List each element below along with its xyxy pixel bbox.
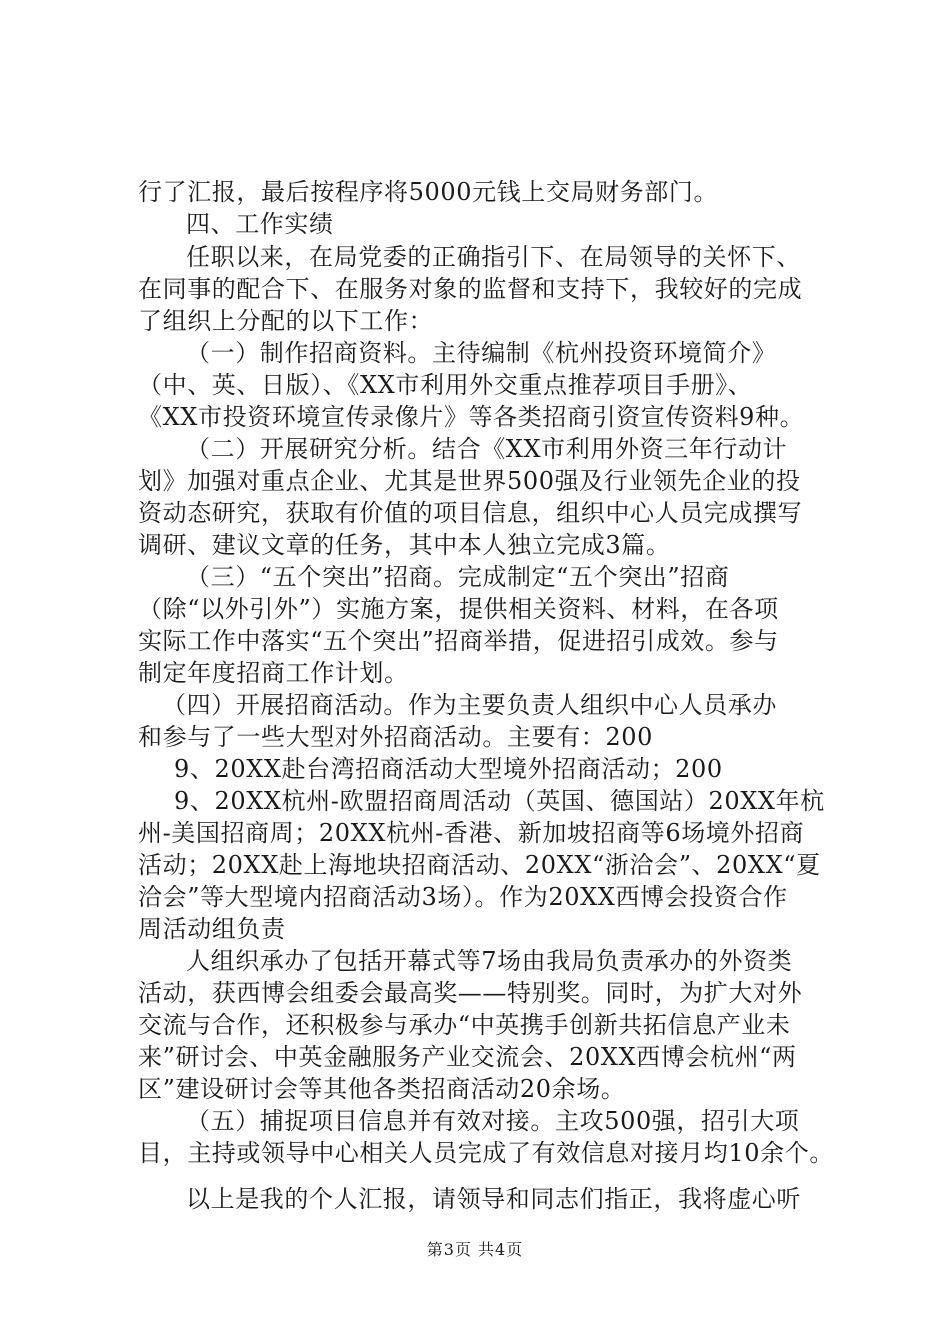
text-line: 制定年度招商工作计划。 [138, 659, 409, 687]
text-line: 任职以来，在局党委的正确指引下、在局领导的关怀下、 [186, 243, 801, 271]
text-line: 州-美国招商周；20XX杭州-香港、新加坡招商等6场境外招商 [138, 819, 805, 847]
text-line: 调研、建议文章的任务，其中本人独立完成3篇。 [138, 531, 671, 559]
closing-line: 以上是我的个人汇报，请领导和同志们指正，我将虚心听 [186, 1185, 801, 1213]
text-line: 活动，获西博会组委会最高奖——特别奖。同时，为扩大对外 [138, 979, 803, 1007]
text-line: 活动；20XX赴上海地块招商活动、20XX“浙洽会”、20XX“夏 [138, 851, 821, 879]
text-line: 在同事的配合下、在服务对象的监督和支持下，我较好的完成 [138, 275, 803, 303]
text-line: 和参与了一些大型对外招商活动。主要有：200 [138, 723, 654, 751]
text-line: 实际工作中落实“五个突出”招商举措，促进招引成效。参与 [138, 627, 779, 655]
text-line: （一）制作招商资料。主待编制《杭州投资环境简介》 [186, 339, 777, 367]
text-line: （除“以外引外”）实施方案，提供相关资料、材料，在各项 [138, 595, 779, 623]
text-line: 目，主持或领导中心相关人员完成了有效信息对接月均10余个。 [138, 1139, 834, 1167]
text-line: 周活动组负责 [138, 915, 286, 943]
text-line: 资动态研究，获取有价值的项目信息，组织中心人员完成撰写 [138, 499, 803, 527]
page-footer [0, 1239, 950, 1261]
text-line: （四）开展招商活动。作为主要负责人组织中心人员承办 [162, 691, 777, 719]
text-line: 行了汇报，最后按程序将5000元钱上交局财务部门。 [138, 178, 719, 206]
text-line: 人组织承办了包括开幕式等7场由我局负责承办的外资类 [186, 947, 793, 975]
text-line: 9、20XX赴台湾招商活动大型境外招商活动；200 [174, 755, 723, 783]
text-line: 划》加强对重点企业、尤其是世界500强及行业领先企业的投 [138, 467, 801, 495]
section-heading: 四、工作实绩 [186, 210, 334, 238]
text-line: 交流与合作，还积极参与承办“中英携手创新共拓信息产业未 [138, 1011, 791, 1039]
text-line: 《XX市投资环境宣传录像片》等各类招商引资宣传资料9种。 [138, 403, 805, 431]
text-line: 9、20XX杭州-欧盟招商周活动（英国、德国站）20XX年杭 [174, 787, 825, 815]
text-line: 洽会”等大型境内招商活动3场）。作为20XX西博会投资合作 [138, 883, 788, 911]
page-number: 第3页 共4页 [426, 1240, 524, 1259]
text-line: 来”研讨会、中英金融服务产业交流会、20XX西博会杭州“两 [138, 1043, 797, 1071]
text-line: 了组织上分配的以下工作： [138, 307, 434, 335]
text-line: （五）捕捉项目信息并有效对接。主攻500强，招引大项 [186, 1107, 800, 1135]
text-line: 区”建设研讨会等其他各类招商活动20余场。 [138, 1075, 626, 1103]
text-line: （中、英、日版）、《XX市利用外交重点推荐项目手册》、 [138, 371, 753, 399]
text-line: （三）“五个突出”招商。完成制定“五个突出”招商 [186, 563, 730, 591]
text-line: （二）开展研究分析。结合《XX市利用外资三年行动计 [186, 435, 788, 463]
